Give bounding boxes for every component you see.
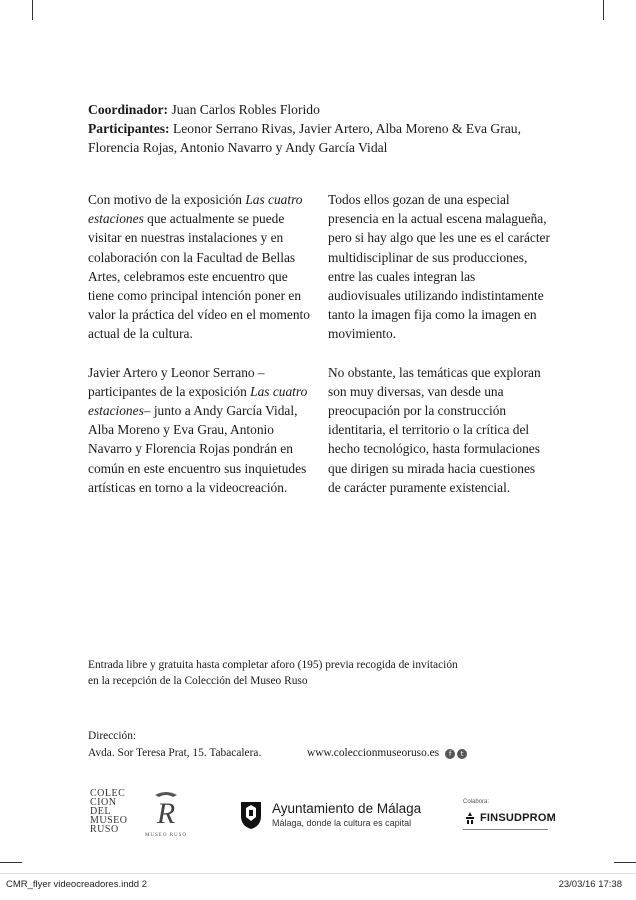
- entry-line-2: en la recepción de la Colección del Museo Ruso: [88, 675, 308, 687]
- participants-label: Participantes:: [88, 121, 170, 136]
- website-link[interactable]: www.coleccionmuseoruso.es: [307, 747, 440, 759]
- participants-names: Leonor Serrano Rivas, Javier Artero, Alba Moreno & Eva Grau, Florencia Rojas, Antonio Navarro y Andy García Vidal: [88, 121, 522, 155]
- body-paragraph-4: No obstante, las temáticas que exploran son muy diversas, van desde una preocupación por la construcción identitaria, el territorio o la crítica del hecho tecnológico, hasta formulaciones que dirigen su mirada hacia cuestiones de carácter puramente existencial.: [328, 364, 541, 495]
- indesign-date-slug: 23/03/16 17:38: [558, 879, 622, 890]
- monogram-r: R: [156, 797, 176, 830]
- website-block: [307, 745, 467, 762]
- facebook-icon[interactable]: f: [445, 749, 455, 759]
- crop-mark-top-right: [603, 0, 604, 20]
- crop-mark-right: [614, 862, 636, 863]
- logo-line: DEL: [90, 806, 111, 817]
- logo-line: COLEC: [90, 788, 126, 799]
- crop-mark-left: [0, 862, 22, 863]
- museo-ruso-caption: MUSEO RUSO: [144, 833, 188, 838]
- address-block: [88, 728, 261, 762]
- entry-line-1: Entrada libre y gratuita hasta completar aforo (195) previa recogida de invitación: [88, 659, 458, 671]
- address-street: Avda. Sor Teresa Prat, 15. Tabacalera.: [88, 747, 262, 759]
- malaga-shield-icon: [240, 800, 262, 830]
- colabora-label: Colabora:: [463, 799, 490, 805]
- indesign-file-slug: CMR_flyer videocreadores.indd 2: [6, 879, 147, 890]
- slug-divider: [0, 873, 636, 874]
- participants-line: [88, 119, 558, 157]
- ayuntamiento-name: Ayuntamiento de Málaga: [272, 801, 422, 816]
- body-paragraph-1: Con motivo de la exposición Las cuatro estaciones que actualmente se puede visitar en nuestras instalaciones y en colaboración con la Facultad de Bellas Artes, celebramos este encuentro que tiene como principal intención poner en valor la práctica del vídeo en el momento actual de la cultura.: [88, 192, 310, 342]
- credits-block: [88, 100, 558, 157]
- twitter-icon[interactable]: t: [457, 749, 467, 759]
- ayuntamiento-tagline: Málaga, donde la cultura es capital: [272, 818, 412, 828]
- finsudprom-emblem-icon: [463, 811, 477, 825]
- coordinator-line: [88, 100, 558, 119]
- finsudprom-name: FINSUDPROM: [480, 812, 556, 824]
- logo-line: MUSEO: [90, 815, 128, 826]
- exhibition-title: Las cuatro estaciones: [88, 383, 308, 419]
- body-paragraph-2: Javier Artero y Leonor Serrano –participantes de la exposición Las cuatro estaciones– junto a Andy García Vidal, Alba Moreno y Eva Grau, Antonio Navarro y Florencia Rojas pondrán en común en este encuentro sus inquietudes artísticas en torno a la videocreación.: [88, 364, 308, 495]
- ayuntamiento-logo: [240, 800, 421, 830]
- finsudprom-rule: [463, 829, 548, 830]
- address-label: Dirección:: [88, 730, 137, 742]
- museo-ruso-emblem: [137, 787, 195, 839]
- body-column-right: [328, 190, 550, 516]
- logo-line: RUSO: [90, 824, 119, 835]
- coleccion-museo-ruso-logo: [90, 789, 128, 834]
- crop-mark-top-left: [32, 0, 33, 20]
- coordinator-label: Coordinador:: [88, 102, 169, 117]
- exhibition-title: Las cuatro estaciones: [88, 192, 303, 227]
- body-paragraph-3: Todos ellos gozan de una especial presencia en la actual escena malagueña, pero si hay algo que les une es el carácter multidisciplinar de sus producciones, entre las cuales integran las audiovisuales utilizando indistintamente tanto la imagen fija como la imagen en movimiento.: [328, 192, 550, 342]
- social-icons: [445, 749, 467, 759]
- entry-info: [88, 657, 558, 689]
- logo-line: CION: [90, 797, 117, 808]
- body-column-left: [88, 190, 310, 516]
- finsudprom-logo: [463, 811, 556, 825]
- coordinator-name: Juan Carlos Robles Florido: [171, 102, 320, 117]
